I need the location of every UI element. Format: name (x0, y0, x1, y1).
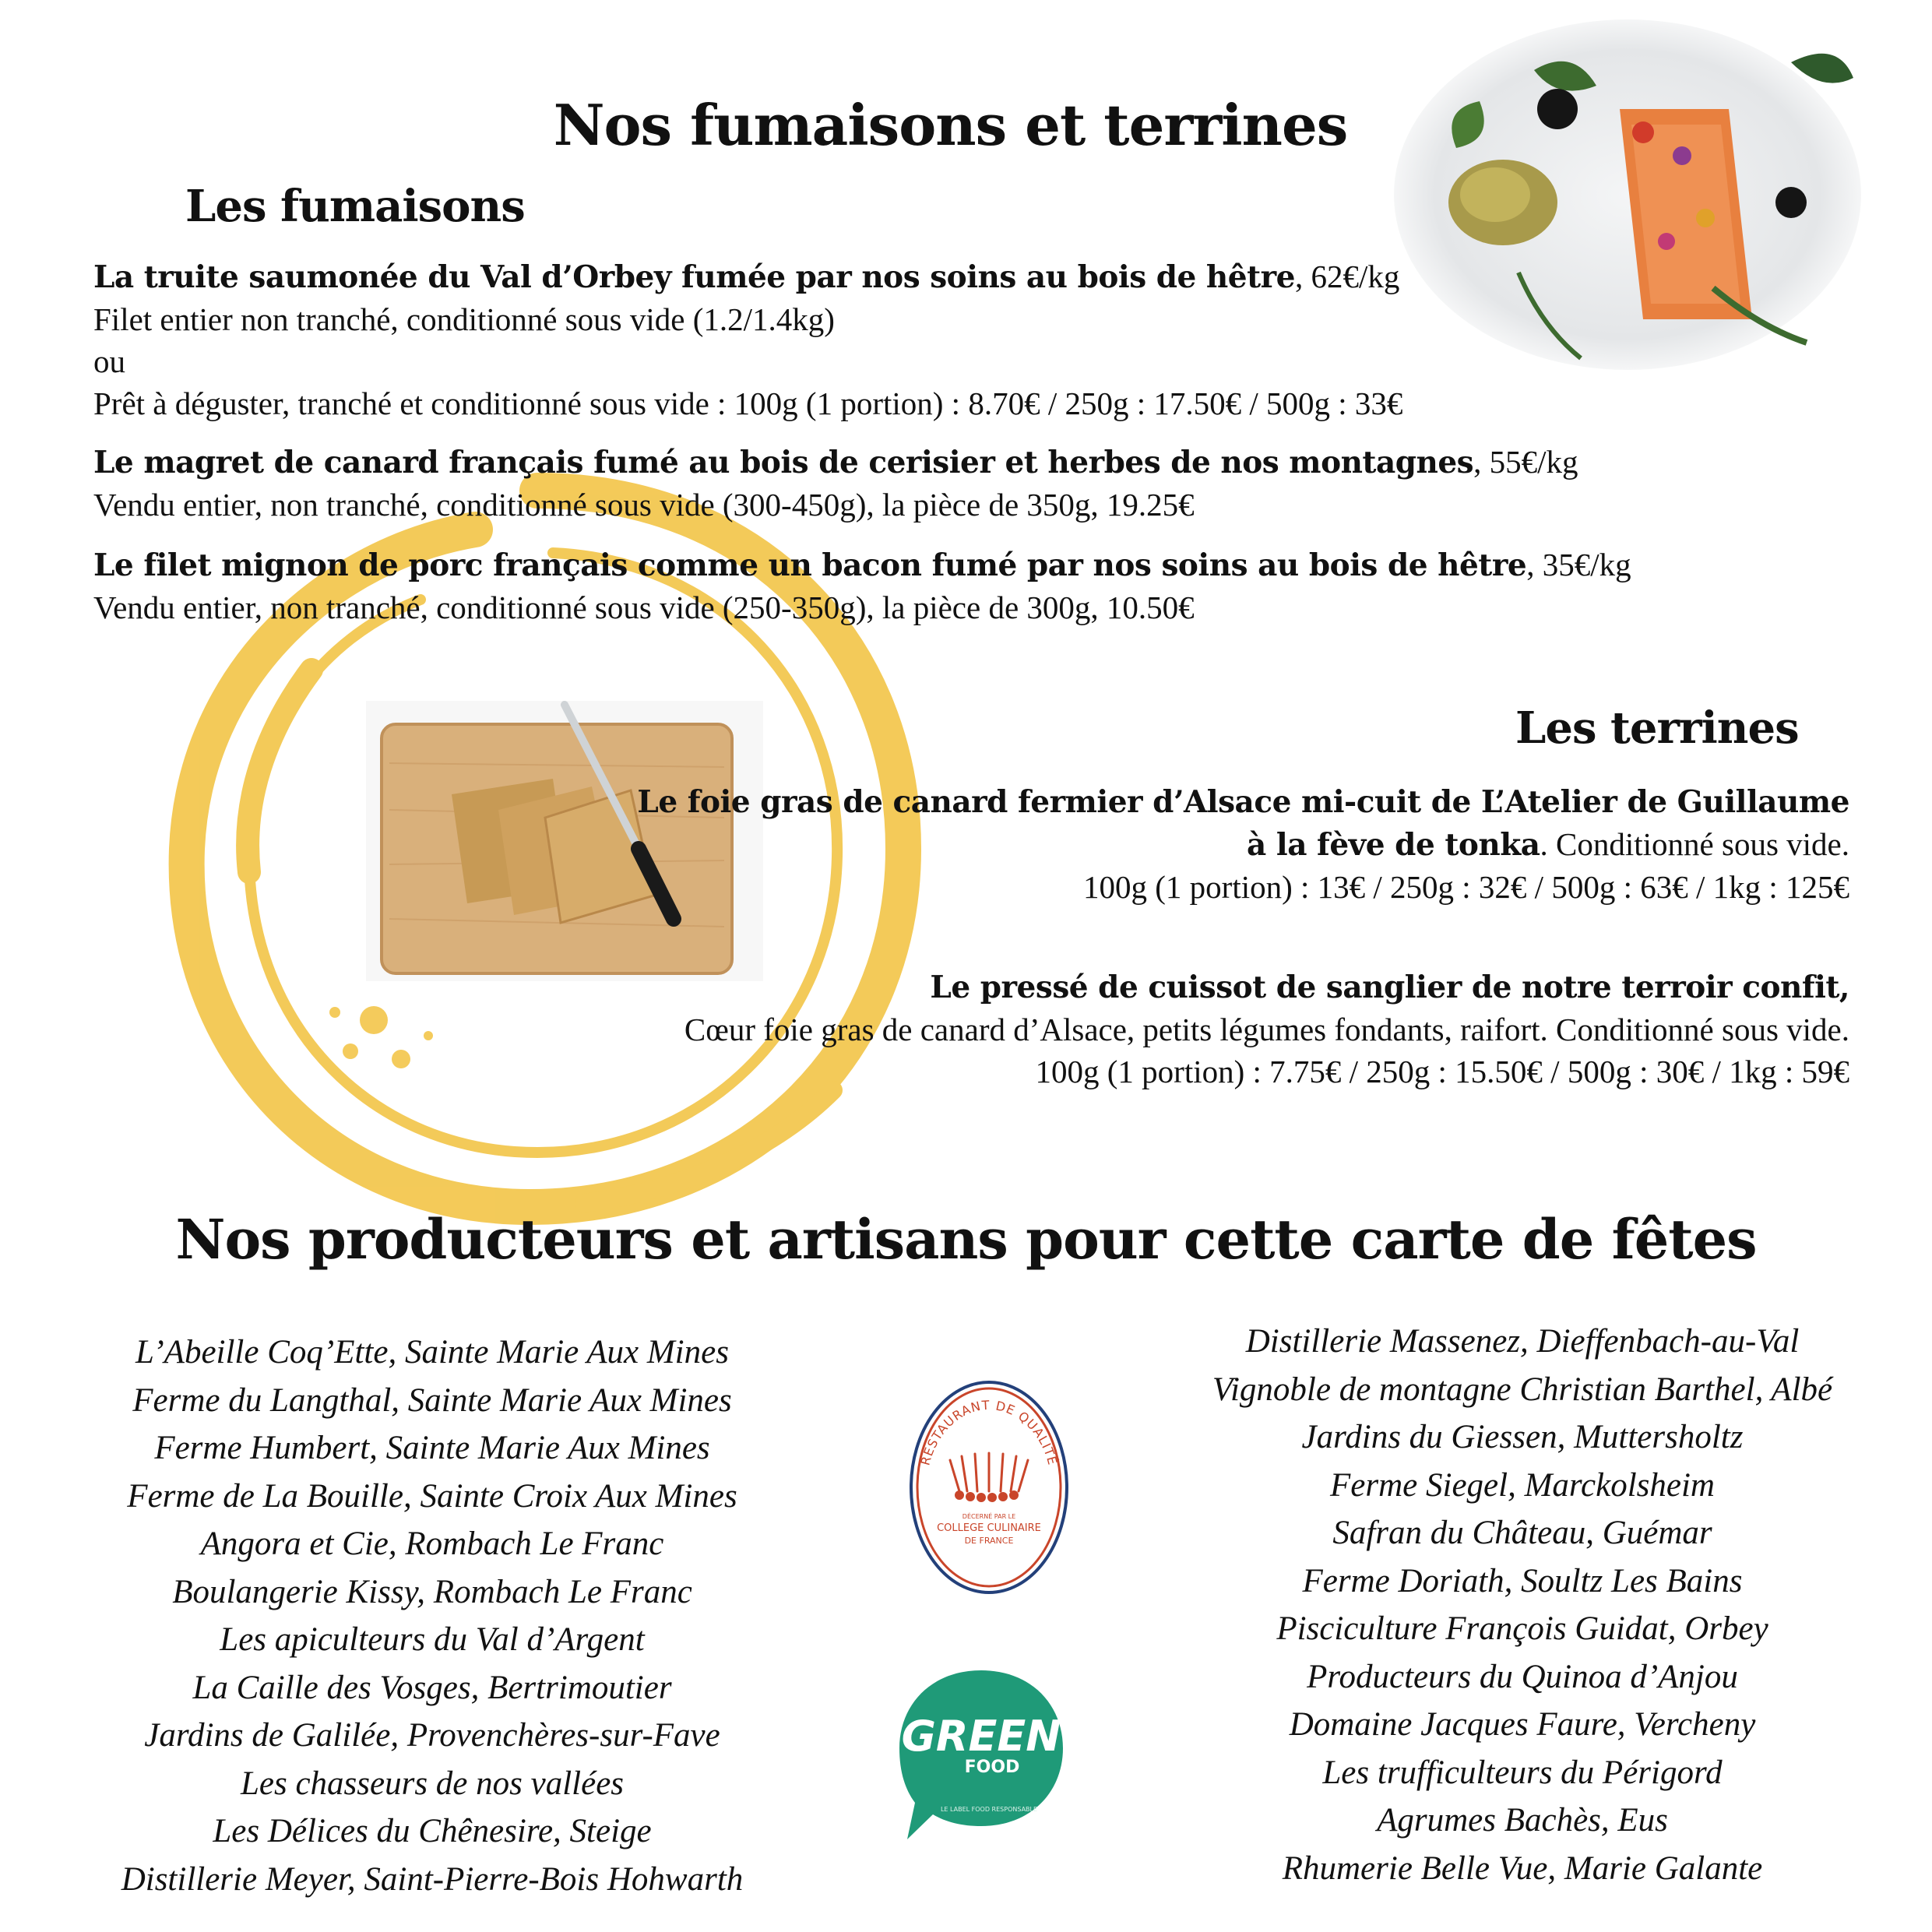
producer-item: L’Abeille Coq’Ette, Sainte Marie Aux Mines (135, 1334, 729, 1371)
item-line: ou (93, 343, 125, 379)
producer-item: Les apiculteurs du Val d’Argent (220, 1621, 645, 1658)
page-title: Nos fumaisons et terrines (553, 92, 1348, 158)
producer-item: La Caille des Vosges, Bertrimoutier (192, 1669, 672, 1706)
producers-list-left (62, 1328, 802, 1903)
terrine-item (292, 966, 1849, 1093)
item-line: Filet entier non tranché, conditionné sous vide (1.2/1.4kg) (93, 301, 835, 337)
item-name: à la fève de tonka (1247, 827, 1540, 863)
item-note: . Conditionné sous vide. (1540, 826, 1849, 862)
green-food-word: GREEN (901, 1712, 1061, 1761)
badge-mid-text: DÉCERNÉ PAR LE (962, 1513, 1016, 1520)
producer-item: Les trufficulteurs du Périgord (1322, 1754, 1723, 1791)
item-line: Vendu entier, non tranché, conditionné sous vide (250-350g), la pièce de 300g, 10.50€ (93, 589, 1195, 625)
producer-item: Agrumes Bachès, Eus (1377, 1802, 1668, 1839)
green-food-logo (888, 1659, 1075, 1853)
producer-item: Jardins de Galilée, Provenchères-sur-Fave (144, 1717, 720, 1754)
producer-item: Producteurs du Quinoa d’Anjou (1307, 1658, 1738, 1695)
producer-item: Rhumerie Belle Vue, Marie Galante (1282, 1849, 1763, 1887)
producer-item: Ferme de La Bouille, Sainte Croix Aux Mines (127, 1477, 737, 1515)
badge-top-text: RESTAURANT DE QUALITÉ (917, 1397, 1061, 1467)
item-line: Prêt à déguster, tranché et conditionné sous vide : 100g (1 portion) : 8.70€ / 250g : 17.50€ / 500g : 33€ (93, 385, 1403, 421)
producer-item: Ferme du Langthal, Sainte Marie Aux Mines (132, 1381, 732, 1419)
badge-bottom-text: COLLEGE CULINAIRE (937, 1522, 1041, 1534)
producer-item: Ferme Siegel, Marckolsheim (1330, 1466, 1715, 1504)
producers-title: Nos producteurs et artisans pour cette carte de fêtes (175, 1207, 1757, 1272)
producer-item: Distillerie Massenez, Dieffenbach-au-Val (1245, 1323, 1800, 1360)
producer-item: Les Délices du Chênesire, Steige (213, 1813, 652, 1849)
producer-item: Boulangerie Kissy, Rombach Le Franc (172, 1573, 692, 1610)
producer-item: Les chasseurs de nos vallées (240, 1765, 625, 1802)
item-price: , 55€/kg (1473, 444, 1578, 480)
producer-item: Ferme Doriath, Soultz Les Bains (1302, 1562, 1743, 1599)
producer-item: Pisciculture François Guidat, Orbey (1276, 1610, 1768, 1647)
badge-bottom-text-2: DE FRANCE (964, 1536, 1014, 1546)
item-price: , 35€/kg (1526, 547, 1631, 582)
restaurant-qualite-logo (903, 1371, 1075, 1604)
item-prices: 100g (1 portion) : 7.75€ / 250g : 15.50€ / 500g : 30€ / 1kg : 59€ (1035, 1054, 1849, 1089)
item-prices: 100g (1 portion) : 13€ / 250g : 32€ / 500g : 63€ / 1kg : 125€ (1083, 869, 1849, 905)
fumaison-item (93, 255, 1884, 424)
item-price: , 62€/kg (1294, 259, 1400, 294)
green-food-tagline: LE LABEL FOOD RESPONSABLE (940, 1806, 1038, 1813)
item-line: Vendu entier, non tranché, conditionné sous vide (300-450g), la pièce de 350g, 19.25€ (93, 487, 1195, 523)
item-name: Le pressé de cuissot de sanglier de notre terroir confit, (930, 970, 1849, 1005)
producer-item: Distillerie Meyer, Saint-Pierre-Bois Hohwarth (121, 1860, 744, 1898)
fumaison-item (93, 544, 1884, 628)
item-name: La truite saumonée du Val d’Orbey fumée par nos soins au bois de hêtre (93, 259, 1295, 295)
producer-item: Angora et Cie, Rombach Le Franc (200, 1526, 664, 1562)
green-food-subword: FOOD (964, 1758, 1020, 1777)
item-name: Le magret de canard français fumé au bois de cerisier et herbes de nos montagnes (93, 445, 1474, 480)
item-description: Cœur foie gras de canard d’Alsace, petits légumes fondants, raifort. Conditionné sous vide. (684, 1012, 1849, 1047)
item-name: Le foie gras de canard fermier d’Alsace mi-cuit de L’Atelier de Guillaume (637, 784, 1849, 820)
producers-list-right (1153, 1318, 1892, 1892)
producer-item: Vignoble de montagne Christian Barthel, Albé (1212, 1371, 1833, 1408)
item-name: Le filet mignon de porc français comme un bacon fumé par nos soins au bois de hêtre (93, 547, 1527, 583)
section-title-terrines: Les terrines (1515, 702, 1799, 754)
producer-item: Domaine Jacques Faure, Vercheny (1289, 1706, 1756, 1743)
section-title-fumaisons: Les fumaisons (185, 181, 525, 232)
terrine-item (292, 780, 1849, 908)
producer-item: Safran du Château, Guémar (1332, 1515, 1712, 1551)
producer-item: Ferme Humbert, Sainte Marie Aux Mines (154, 1430, 710, 1466)
producer-item: Jardins du Giessen, Muttersholtz (1301, 1419, 1744, 1455)
fumaison-item (93, 441, 1884, 526)
